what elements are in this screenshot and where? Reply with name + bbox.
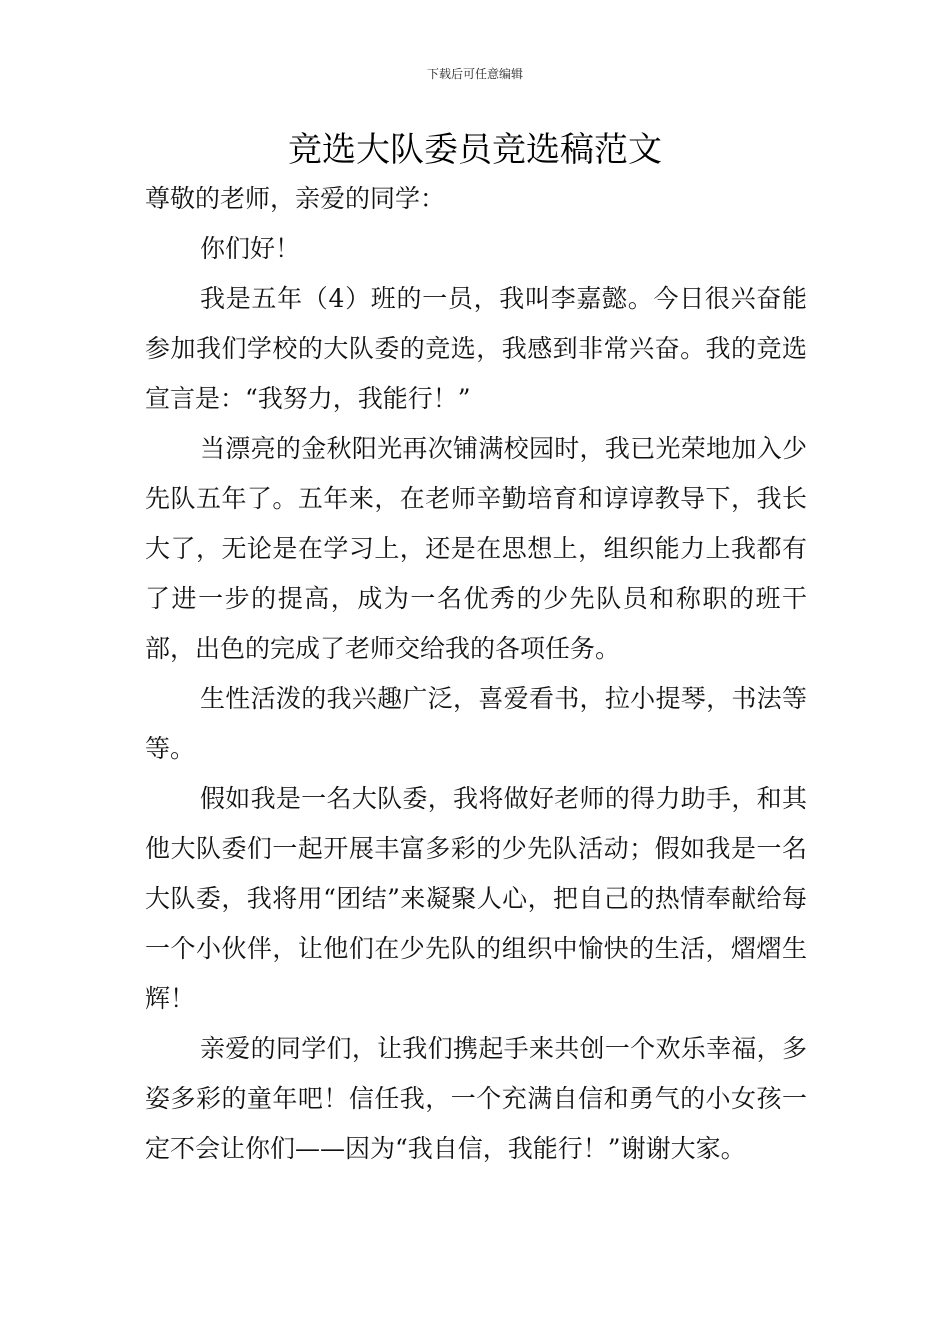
paragraph-closing: 亲爱的同学们，让我们携起手来共创一个欢乐幸福，多姿多彩的童年吧！信任我，一个充满自信和勇气的小女孩一定不会让你们——因为“我自信，我能行！”谢谢大家。 xyxy=(145,1034,807,1163)
salutation: 尊敬的老师，亲爱的同学： xyxy=(145,184,446,213)
paragraph-pledge: 假如我是一名大队委，我将做好老师的得力助手，和其他大队委们一起开展丰富多彩的少先队活动；假如我是一名大队委，我将用“团结”来凝聚人心，把自己的热情奉献给每一个小伙伴，让他们在少先队的组织中愉快的生活，熠熠生辉！ xyxy=(145,784,807,1013)
header-note: 下载后可任意编辑 xyxy=(426,67,523,81)
paragraph-background: 当漂亮的金秋阳光再次铺满校园时，我已光荣地加入少先队五年了。五年来，在老师辛勤培育和谆谆教导下，我长大了，无论是在学习上，还是在思想上，组织能力上我都有了进一步的提高，成为一名优秀的少先队员和称职的班干部，出色的完成了老师交给我的各项任务。 xyxy=(145,434,807,663)
document-title: 竞选大队委员竞选稿范文 xyxy=(288,130,662,170)
paragraph-greeting: 你们好！ xyxy=(200,234,301,263)
paragraph-hobbies: 生性活泼的我兴趣广泛，喜爱看书，拉小提琴，书法等等。 xyxy=(145,684,807,763)
paragraph-introduction: 我是五年（4）班的一员，我叫李嘉懿。今日很兴奋能参加我们学校的大队委的竞选，我感到非常兴奋。我的竞选宣言是：“我努力，我能行！” xyxy=(145,284,807,413)
document-body xyxy=(145,174,807,1174)
